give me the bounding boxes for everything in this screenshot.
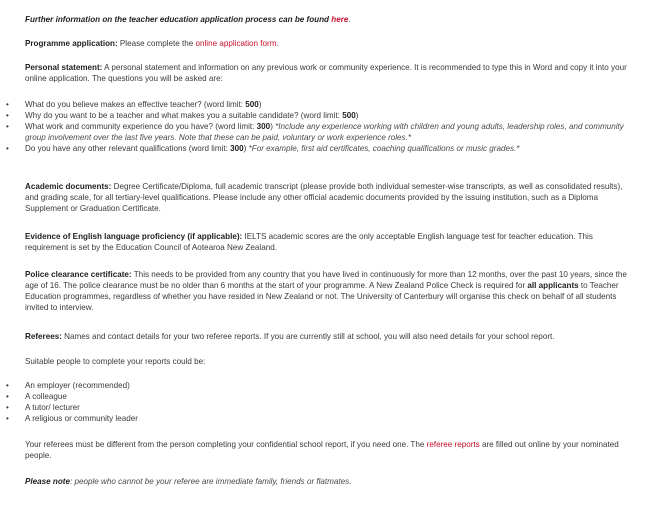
intro-paragraph (25, 14, 635, 25)
question-item: • Why do you want to be a teacher and what makes you a suitable candidate? (word limit: 500) (6, 111, 359, 120)
bullet-icon: • (6, 381, 9, 390)
bullet-icon: • (6, 414, 9, 423)
english-proficiency-text: IELTS academic scores are the only acceptable English language test for teacher education. This requirement is set by the Education Council of Aotearoa New Zealand. (25, 232, 593, 252)
police-clearance-paragraph: Police clearance certificate: This needs to be provided from any country that you have lived in continuously for more than 12 months, over the past 10 years, since the age of 16. The police clearance must be no older than 6 months at the start of your programme. A New Zealand Police Check is required for all applicants to Teacher Education programmes, regardless of whether you have resided in New Zealand or not. The University of Canterbury will organise this check on behalf of all students invited to interview. (25, 270, 627, 312)
academic-documents-text: Degree Certificate/Diploma, full academic transcript (please provide both individual semester-wise transcripts, as well as consolidated results), and grading scale, for all tertiary-level qualifications. Please include any other official academic documents provided by the issuing institution, such as a Diploma Supplement or Graduation Certificate. (25, 182, 623, 213)
bullet-icon: • (6, 100, 9, 109)
question-note: *For example, first aid certificates, coaching qualifications or music grades.* (248, 144, 520, 153)
list-item: • A religious or community leader (6, 414, 138, 423)
suitable-people-text: Suitable people to complete your reports could be: (25, 357, 206, 366)
list-item: • A colleague (6, 392, 67, 401)
please-note-paragraph (25, 476, 635, 487)
question-list (6, 99, 635, 154)
bullet-icon: • (6, 392, 9, 401)
programme-text: Please complete the (117, 39, 196, 48)
intro-end: . (348, 15, 351, 24)
question-item: • Do you have any other relevant qualifications (word limit: 300) *For example, first aid certificates, coaching qualifications or music grades.* (6, 144, 520, 153)
programme-paragraph (25, 38, 635, 49)
online-application-form-link[interactable]: online application form (195, 39, 277, 48)
intro-text: Further information on the teacher education application process can be found (25, 15, 332, 24)
question-item: • What do you believe makes an effective teacher? (word limit: 500) (6, 100, 262, 109)
question-item: • What work and community experience do you have? (word limit: 300) *Include any experience working with children and young adults, leadership roles, and community group involvement over the last five years. Note that these can be paid, voluntary or work experience roles.* (6, 122, 624, 142)
all-applicants-text: all applicants (527, 281, 579, 290)
bullet-icon: • (6, 403, 9, 412)
english-proficiency-label: Evidence of English language proficiency (if applicable): (25, 232, 243, 241)
bullet-icon: • (6, 122, 9, 131)
referees-text: Names and contact details for your two referee reports. If you are currently still at school, you will also need details for your school report. (61, 332, 555, 341)
please-note-text: : people who cannot be your referee are immediate family, friends or flatmates. (70, 477, 352, 486)
referees-label: Referees: (25, 332, 62, 341)
bullet-icon: • (6, 144, 9, 153)
referee-reports-link[interactable]: referee reports (426, 440, 480, 449)
personal-statement-text: A personal statement and information on any previous work or community experience. It is recommended to type this in Word and copy it into your online application. The questions you will be asked are: (25, 63, 627, 83)
personal-statement-paragraph (25, 62, 635, 84)
list-item: • A tutor/ lecturer (6, 403, 80, 412)
question-note: *Include any experience working with children and young adults, leadership roles, and community group involvement over the last five years. Note that these can be paid, voluntary or work experience roles.* (25, 122, 624, 142)
programme-end: . (276, 39, 279, 48)
referee-difference-paragraph: Your referees must be different from the person completing your confidential school report, if you need one. The referee reports are filled out online by your nominated people. (25, 440, 619, 460)
list-item: • An employer (recommended) (6, 381, 130, 390)
suitable-people-list (6, 380, 635, 424)
english-proficiency-paragraph (25, 231, 635, 253)
police-clearance-label: Police clearance certificate: (25, 270, 132, 279)
personal-statement-label: Personal statement: (25, 63, 103, 72)
academic-documents-paragraph (25, 181, 635, 214)
bullet-icon: • (6, 111, 9, 120)
programme-label: Programme application: (25, 39, 118, 48)
academic-documents-label: Academic documents: (25, 182, 112, 191)
please-note-label: Please note (25, 477, 70, 486)
here-link[interactable]: here (331, 15, 349, 24)
referees-paragraph (25, 331, 635, 342)
